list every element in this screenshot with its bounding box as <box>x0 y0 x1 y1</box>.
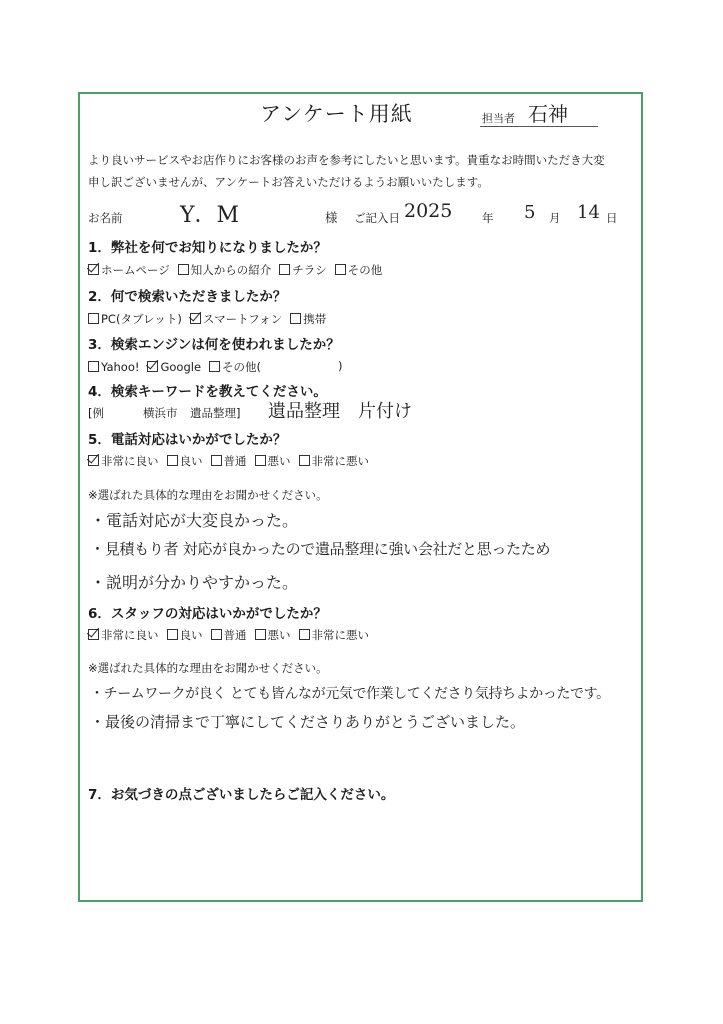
q6-option-3[interactable] <box>255 628 291 642</box>
q5-reason-1: ・電話対応が大変良かった。 <box>90 511 299 530</box>
q6-option-label: 良い <box>179 628 203 642</box>
q1-option-label: ホームページ <box>101 263 170 277</box>
q6-option-4[interactable] <box>299 628 370 642</box>
q6-reason-prompt: ※選ばれた具体的な理由をお聞かせください。 <box>88 661 328 675</box>
q2-option-0[interactable] <box>88 312 182 326</box>
q6-option-0[interactable] <box>88 628 159 642</box>
q6-option-label: 普通 <box>223 628 247 642</box>
q6-option-label: 非常に悪い <box>311 628 369 642</box>
q2-question: 2．何で検索いただきましたか？ <box>88 289 287 305</box>
q3-option-2[interactable] <box>209 360 261 374</box>
q1-option-label: その他 <box>347 263 383 277</box>
checkbox-icon[interactable] <box>209 361 220 372</box>
checked-box-icon[interactable] <box>88 629 99 640</box>
form-title: アンケート用紙 <box>260 102 413 126</box>
q5-reason-2: ・見積もり者 対応が良かったので遺品整理に強い会社だと思ったため <box>90 540 551 558</box>
checkbox-icon[interactable] <box>290 313 301 324</box>
q6-question: 6．スタッフの対応はいかがでしたか？ <box>88 606 327 622</box>
checkbox-icon[interactable] <box>255 629 266 640</box>
q1-question: 1．弊社を何でお知りになりましたか？ <box>88 240 327 256</box>
checkbox-icon[interactable] <box>167 455 178 466</box>
checkbox-icon[interactable] <box>211 629 222 640</box>
q3-option-0[interactable] <box>88 360 139 374</box>
date-label: ご記入日 <box>354 211 400 225</box>
q5-reason-3: ・説明が分かりやすかった。 <box>90 573 299 592</box>
q4-example-city: 横浜市 <box>143 406 178 420</box>
q1-option-3[interactable] <box>335 263 383 277</box>
q2-options <box>88 311 334 327</box>
q3-close-paren: ) <box>338 359 343 373</box>
q5-option-label: 良い <box>179 454 203 468</box>
q5-question: 5．電話対応はいかがでしたか？ <box>88 432 287 448</box>
month-label: 月 <box>549 211 561 225</box>
intro-line-1: より良いサービスやお店作りにお客様のお声を参考にしたいと思います。貴重なお時間いただき大変 <box>88 153 605 167</box>
q1-option-2[interactable] <box>279 263 327 277</box>
q5-option-0[interactable] <box>88 454 159 468</box>
q5-option-3[interactable] <box>255 454 291 468</box>
q3-option-label: その他( <box>222 360 262 374</box>
year-value: 2025 <box>404 200 453 222</box>
q1-option-0[interactable] <box>88 263 170 277</box>
checkbox-icon[interactable] <box>255 455 266 466</box>
staff-label: 担当者 <box>482 112 515 125</box>
q3-question: 3．検索エンジンは何を使われましたか？ <box>88 337 340 353</box>
q2-option-label: PC(タブレット) <box>101 312 182 326</box>
q1-option-1[interactable] <box>178 263 272 277</box>
q2-option-2[interactable] <box>290 312 326 326</box>
checkbox-icon[interactable] <box>88 313 99 324</box>
checked-box-icon[interactable] <box>88 264 99 275</box>
q7-question: 7．お気づきの点ございましたらご記入ください。 <box>88 787 395 803</box>
intro-line-2: 申し訳ございませんが、アンケートお答えいただけるようお願いいたします。 <box>88 175 489 189</box>
q5-option-label: 普通 <box>223 454 247 468</box>
q5-options <box>88 453 377 469</box>
q5-option-label: 非常に良い <box>101 454 159 468</box>
day-value: 14 <box>577 202 600 223</box>
staff-underline <box>480 126 598 127</box>
checkbox-icon[interactable] <box>335 264 346 275</box>
checkbox-icon[interactable] <box>88 361 99 372</box>
q6-option-label: 悪い <box>267 628 291 642</box>
q5-reason-prompt: ※選ばれた具体的な理由をお聞かせください。 <box>88 488 328 502</box>
checked-box-icon[interactable] <box>147 361 158 372</box>
q5-option-label: 悪い <box>267 454 291 468</box>
checkbox-icon[interactable] <box>167 629 178 640</box>
q2-option-1[interactable] <box>190 312 282 326</box>
q6-option-2[interactable] <box>211 628 247 642</box>
q4-question: 4．検索キーワードを教えてください。 <box>88 384 327 400</box>
checkbox-icon[interactable] <box>178 264 189 275</box>
q2-option-label: スマートフォン <box>202 312 283 326</box>
day-label: 日 <box>606 211 618 225</box>
checkbox-icon[interactable] <box>299 629 310 640</box>
month-value: 5 <box>524 202 536 223</box>
q6-reason-2: ・最後の清掃まで丁寧にしてくださりありがとうございました。 <box>90 713 526 731</box>
q6-reason-1: ・チームワークが良く とても皆んなが元気で作業してくださり気持ちよかったです。 <box>90 686 610 702</box>
q1-options <box>88 262 390 278</box>
q6-options <box>88 627 377 643</box>
q5-option-label: 非常に悪い <box>311 454 369 468</box>
q5-option-2[interactable] <box>211 454 247 468</box>
name-label: お名前 <box>88 211 123 225</box>
q4-answer: 遺品整理 片付け <box>268 401 412 422</box>
staff-name: 石神 <box>528 102 568 126</box>
checkbox-icon[interactable] <box>279 264 290 275</box>
q3-option-label: Yahoo! <box>101 360 140 374</box>
q6-option-1[interactable] <box>167 628 203 642</box>
q2-option-label: 携帯 <box>303 312 327 326</box>
honorific: 様 <box>325 210 338 225</box>
checkbox-icon[interactable] <box>211 455 222 466</box>
checked-box-icon[interactable] <box>88 455 99 466</box>
q3-options <box>88 359 269 375</box>
name-value: Y．M <box>180 203 240 228</box>
checked-box-icon[interactable] <box>190 313 201 324</box>
q1-option-label: チラシ <box>292 263 327 277</box>
q3-option-1[interactable] <box>147 360 201 374</box>
q4-example-open: [例 <box>88 406 104 420</box>
q5-option-1[interactable] <box>167 454 203 468</box>
year-label: 年 <box>482 211 494 225</box>
q3-option-label: Google <box>160 360 202 374</box>
q4-example-keyword: 遺品整理] <box>190 406 241 420</box>
q6-option-label: 非常に良い <box>101 628 159 642</box>
q1-option-label: 知人からの紹介 <box>190 263 272 277</box>
checkbox-icon[interactable] <box>299 455 310 466</box>
q5-option-4[interactable] <box>299 454 370 468</box>
